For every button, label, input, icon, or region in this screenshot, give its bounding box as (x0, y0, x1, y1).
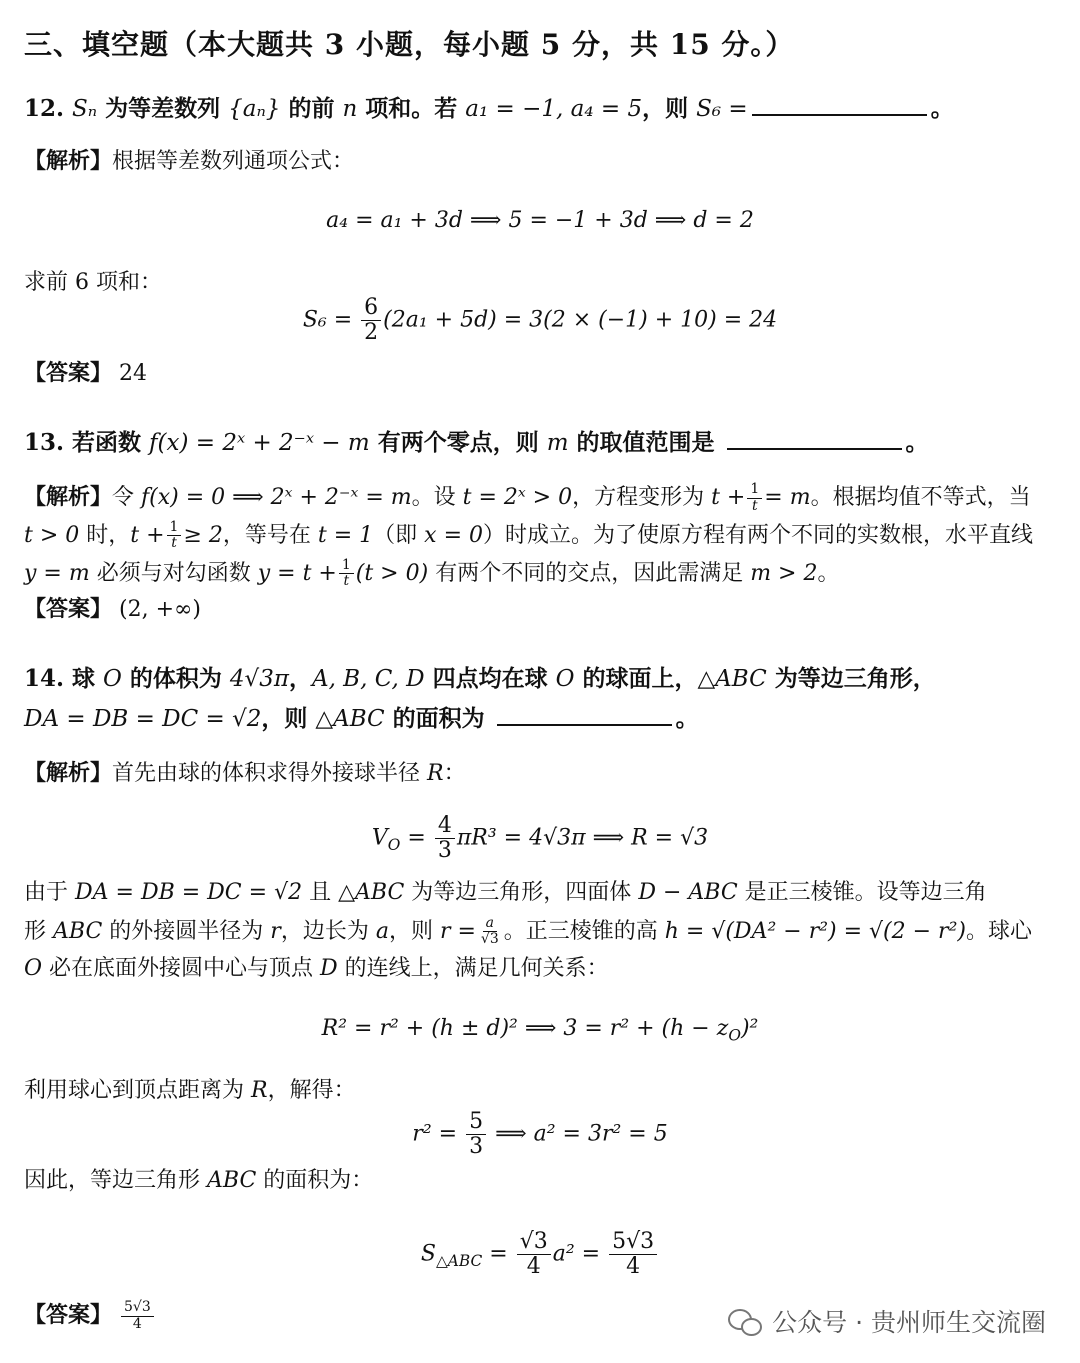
text: ，方程变形为 (572, 485, 712, 510)
text: ，解得： (267, 1078, 356, 1103)
text: 。 (675, 705, 699, 732)
math: h = √(DA² − r²) = √(2 − r²) (664, 918, 966, 944)
text: 球 (64, 665, 104, 692)
text: 是正三棱锥。设等边三角 (737, 880, 987, 905)
text: ，则 (261, 705, 316, 732)
analysis-tag: 【解析】 (24, 484, 113, 510)
section-title: 三、填空题（本大题共 3 小题，每小题 5 分，共 15 分。） (24, 28, 795, 61)
math: △ABC (338, 880, 405, 905)
text: 四点均在球 (424, 665, 556, 692)
math-sn: Sₙ (72, 96, 98, 122)
math: ABC (207, 1168, 257, 1193)
analysis-tag: 【解析】 (24, 148, 113, 174)
q14-answer (24, 1300, 156, 1332)
math: R (251, 1078, 268, 1103)
text: ： (443, 761, 466, 786)
numerator: a (483, 916, 497, 932)
answer-value: (2, +∞) (119, 597, 201, 622)
math: a² = (552, 1241, 601, 1267)
text: 因此，等边三角形 (24, 1168, 207, 1193)
question-number: 12. (24, 95, 65, 122)
answer-blank (497, 723, 672, 726)
math: a (375, 918, 389, 944)
math: t = 1 (317, 522, 374, 548)
numerator: 1 (747, 482, 762, 498)
math: O (555, 666, 575, 692)
denominator: t (752, 497, 758, 514)
text: 的面积为 (384, 705, 493, 732)
answer-fraction (121, 1300, 154, 1332)
q13-answer (24, 594, 201, 625)
math: S (420, 1241, 436, 1267)
answer-blank (752, 113, 927, 116)
numerator: 4 (435, 814, 455, 839)
numerator: 6 (361, 296, 381, 321)
text: 为等差数列 (97, 95, 229, 122)
answer-tag: 【答案】 (24, 1302, 113, 1328)
numerator: 1 (339, 558, 354, 574)
text: 项和。若 (357, 95, 466, 122)
text: 根据等差数列通项公式： (112, 149, 355, 174)
q12-sum-intro: 求前 6 项和： (24, 270, 162, 295)
text: ，边长为 (280, 918, 376, 944)
text: 有两个不同的交点，因此需满足 (428, 560, 751, 586)
denominator: 3 (437, 838, 452, 864)
math: y = m (24, 560, 90, 586)
math: t = 2ˣ > 0 (462, 485, 573, 510)
math: A, B, C, D (311, 666, 425, 692)
text: 时， (79, 522, 131, 548)
math: t + (130, 522, 165, 548)
question-14-line-2 (24, 704, 699, 734)
numerator: 5√3 (609, 1230, 657, 1255)
question-number: 14. (24, 665, 65, 692)
math-seq: {aₙ} (228, 96, 281, 122)
text: 的前 (280, 95, 343, 122)
numerator: 5 (466, 1110, 486, 1135)
q14-paragraph-line-2 (24, 916, 1032, 948)
math: O (103, 666, 122, 692)
fraction (517, 1230, 551, 1279)
text: 且 (302, 880, 339, 905)
question-12 (24, 94, 954, 124)
q13-analysis-line-2 (24, 520, 1033, 552)
numerator: 5√3 (121, 1300, 154, 1316)
question-13 (24, 428, 929, 458)
text: 。 (930, 95, 954, 122)
math: πR³ = 4√3π ⟹ R = √3 (456, 825, 709, 851)
math: )² (740, 1016, 759, 1041)
math: DA = DB = DC = √2 (75, 880, 303, 905)
math: D (320, 956, 338, 981)
q12-equation-2 (0, 296, 1080, 345)
watermark (728, 1303, 1046, 1339)
denominator: √3 (480, 931, 499, 948)
q13-analysis-line-3 (24, 558, 840, 590)
fraction (478, 916, 502, 948)
math-s6: S₆ = (696, 96, 748, 122)
answer-blank (727, 447, 902, 450)
math-function: f(x) = 2ˣ + 2⁻ˣ − m (149, 430, 370, 456)
text: 若函数 (64, 429, 150, 456)
math-subscript: O (387, 836, 401, 855)
text: 的球面上， (574, 665, 698, 692)
math: = m (764, 485, 811, 510)
fraction (609, 1230, 657, 1279)
math: R (427, 761, 444, 786)
math-subscript: O (728, 1026, 741, 1045)
fraction (747, 482, 762, 514)
math: R² = r² + (h ± d)² ⟹ 3 = r² + (h − z (321, 1016, 729, 1041)
q12-answer (24, 358, 147, 389)
denominator: 4 (132, 1315, 142, 1332)
math: △ABC (697, 666, 767, 692)
math: V (371, 825, 388, 851)
text: 必在底面外接圆中心与顶点 (42, 956, 321, 981)
denominator: 4 (626, 1254, 641, 1280)
denominator: 4 (526, 1254, 541, 1280)
math-subscript: △ABC (435, 1252, 483, 1271)
q12-equation-1: a₄ = a₁ + 3d ⟹ 5 = −1 + 3d ⟹ d = 2 (326, 208, 754, 233)
numerator: 1 (167, 520, 182, 536)
fraction (466, 1110, 486, 1159)
fraction (339, 558, 354, 590)
math: = (482, 1241, 508, 1267)
math: m > 2 (750, 560, 818, 586)
q14-paragraph-line-4 (24, 1076, 356, 1106)
math-condition: a₁ = −1, a₄ = 5 (465, 96, 643, 122)
math: △ABC (315, 706, 385, 732)
q14-equation-4 (0, 1230, 1080, 1279)
math-m: m (546, 430, 569, 456)
math-n: n (342, 96, 358, 122)
text: ）时成立。为了使原方程有两个不同的实数根，水平直线 (483, 522, 1034, 548)
text: （即 (373, 522, 425, 548)
q14-equation-2 (0, 1014, 1080, 1050)
question-number: 13. (24, 429, 65, 456)
text: 形 (24, 918, 53, 944)
text: 首先由球的体积求得外接球半径 (112, 761, 428, 786)
text: 。 (817, 560, 840, 586)
denominator: 2 (364, 320, 379, 346)
math: (2a₁ + 5d) = 3(2 × (−1) + 10) = 24 (383, 307, 778, 333)
denominator: t (171, 535, 177, 552)
text: ，则 (388, 918, 440, 944)
math: ≥ 2 (183, 522, 223, 548)
math: x = 0 (424, 522, 483, 548)
text: 的外接圆半径为 (102, 918, 271, 944)
math: DA = DB = DC = √2 (24, 706, 262, 732)
text: 必须与对勾函数 (89, 560, 258, 586)
text: 有两个零点，则 (369, 429, 547, 456)
text: 为等边三角形， (766, 665, 936, 692)
fraction (435, 814, 455, 863)
text: 的连线上，满足几何关系： (337, 956, 609, 981)
fraction (361, 296, 381, 345)
answer-tag: 【答案】 (24, 596, 113, 622)
text: 。正三棱锥的高 (503, 918, 665, 944)
text: 。 (905, 429, 929, 456)
math: S₆ = (302, 307, 353, 333)
q14-paragraph-line-5 (24, 1166, 373, 1196)
denominator: t (343, 573, 350, 590)
math: r² = (412, 1121, 458, 1147)
math: ABC (53, 918, 103, 944)
math: f(x) = 0 ⟹ 2ˣ + 2⁻ˣ = m (141, 485, 412, 510)
math: y = t + (257, 560, 337, 586)
q13-analysis-line-1 (24, 482, 1031, 514)
text: 利用球心到顶点距离为 (24, 1078, 251, 1103)
text: 。根据均值不等式，当 (810, 485, 1031, 510)
math: t > 0 (24, 522, 80, 548)
math: (t > 0) (355, 560, 429, 586)
text: 。球心 (965, 918, 1032, 944)
text: ，则 (642, 95, 697, 122)
math: r = (439, 918, 476, 944)
math: O (24, 956, 43, 981)
text: 的取值范围是 (568, 429, 723, 456)
wechat-icon (728, 1307, 762, 1335)
math: = (400, 825, 426, 851)
math: ⟹ a² = 3r² = 5 (495, 1121, 668, 1147)
math: D − ABC (638, 880, 738, 905)
math: t + (711, 485, 746, 510)
q14-analysis-intro (24, 758, 466, 789)
numerator: √3 (517, 1230, 551, 1255)
text: ，等号在 (222, 522, 318, 548)
q14-paragraph-line-3 (24, 954, 609, 984)
answer-value: 24 (119, 361, 148, 386)
q14-equation-1 (0, 814, 1080, 863)
text: 的体积为 (121, 665, 230, 692)
fraction (167, 520, 182, 552)
q14-equation-3 (0, 1110, 1080, 1159)
text: 。设 (411, 485, 463, 510)
q14-paragraph-line-1 (24, 878, 987, 908)
denominator: 3 (469, 1134, 484, 1160)
text: 的面积为： (256, 1168, 374, 1193)
analysis-tag: 【解析】 (24, 760, 113, 786)
text: 由于 (24, 880, 75, 905)
q12-analysis (24, 146, 354, 177)
question-14-line-1 (24, 664, 936, 694)
watermark-text: 公众号 · 贵州师生交流圈 (772, 1308, 1046, 1337)
text: ， (288, 665, 312, 692)
text: 令 (112, 485, 142, 510)
math: 4√3π (229, 666, 289, 692)
text: 为等边三角形，四面体 (404, 880, 639, 905)
answer-tag: 【答案】 (24, 360, 113, 386)
math: r (270, 918, 281, 944)
